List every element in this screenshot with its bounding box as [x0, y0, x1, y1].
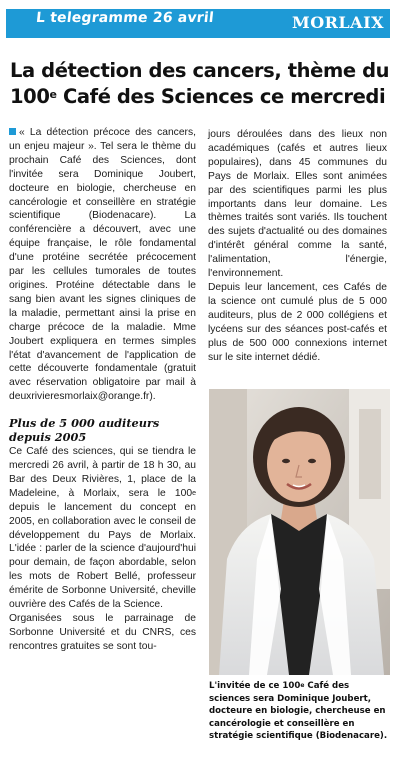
paragraph-4: Depuis leur lancement, ces Cafés de la science ont cumulé plus de 5 000 auditeurs, plus de 2 000 collégiens et lycéens sur des séances post-cafés et plus de 500 000 connexions internet sur le site internet dédié. [208, 281, 387, 363]
section-title: MORLAIX [291, 13, 384, 32]
headline-line-1: La détection des cancers, thème du [10, 59, 390, 82]
bullet-square-icon [9, 128, 16, 135]
portrait-photo [209, 389, 390, 675]
caption-superscript: e [300, 682, 305, 689]
photo-caption [209, 680, 390, 743]
paragraph-2-part-2: depuis le lancement du concept en 2005, en collaboration avec le conseil de développement du Pays de Morlaix. L'idée : parler de la science d'aujourd'hui pour demain, de façon abordable, selon les mots de Robert Bellé, professeur émérite de Sorbonne Université, cheville ouvrière des Cafés de la Science. [9, 501, 196, 611]
caption-part-1: L'invitée de ce 100 [209, 681, 301, 691]
subheading-line-2: depuis 2005 [9, 430, 87, 445]
portrait-illustration [209, 389, 390, 675]
paragraph-3-continued: jours déroulées dans des lieux non académiques (cafés et autres lieux populaires), dans 45 communes du Pays de Morlaix. Elles sont animées par des scientifiques parmi les plus importants dans leur domaine. Les thèmes traités sont variés. Ils touchent des sujets d'actualité ou des domaines d'intérêt général comme la santé, l'alimentation, l'énergie, l'environnement. [208, 129, 387, 280]
handwritten-annotation: L telegramme 26 avril [35, 10, 215, 26]
article-column-right [208, 128, 387, 364]
subheading-line-1: Plus de 5 000 auditeurs [9, 416, 160, 431]
article-column-left [9, 126, 196, 654]
caption-part-2: Café des sciences sera Dominique Joubert, docteure en biologie, chercheuse en cancérologie et conseillère en stratégie scientifique (Biodenacare). [209, 681, 388, 742]
paragraph-3-start: Organisées sous le parrainage de Sorbonne Université et du CNRS, ces rencontres gratuites se sont tou- [9, 613, 196, 652]
headline-line-2: Café des Sciences ce mercredi [56, 85, 386, 108]
paragraph-2-part-1: Ce Café des sciences, qui se tiendra le mercredi 26 avril, à partir de 18 h 30, au Bar des Deux Rivières, 1, place de la Madeleine, à Morlaix, sera le 100 [9, 446, 196, 499]
article-subheading [9, 416, 196, 444]
headline-superscript: e [49, 88, 57, 101]
article-lead: « La détection précoce des cancers, un enjeu majeur ». Tel sera le thème du prochain Café des Sciences, dont l'invitée sera Dominique Joubert, docteure en biologie, chercheuse en cancérologie et conseillère en stratégie scientifique (Biodenacare). La conférencière a découvert, avec une équipe française, le rôle fondamental d'une protéine secrétée précocement par les cellules tumorales de toutes origines. Protéine détectable dans le sang bien avant les signes cliniques de la maladie, permettant ainsi la prise en charge précoce de la maladie. Mme Joubert expliquera en termes simples l'état d'avancement de l'application de cette découverte fondamentale (gratuit avec réservation obligatoire par mail à deuxrivieresmorlaix@orange.fr). [9, 127, 196, 403]
paragraph-2-superscript: e [192, 489, 196, 497]
headline-number: 100 [10, 85, 50, 108]
article-headline [10, 58, 395, 110]
